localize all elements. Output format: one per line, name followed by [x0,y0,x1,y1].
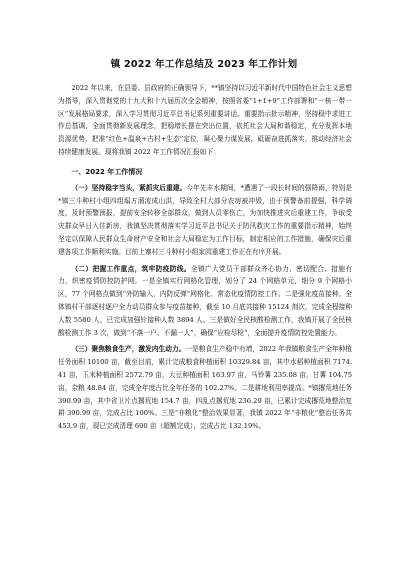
paragraph-2 [58,263,352,340]
paragraph-2-text: 全镇广大党员干部群众齐心协力、密切配合、措施有力，织密疫情防控防护网。一是全镇实行网格化管理，划分了 24 个网格单元，细分 9 个网格小区，77 个网格点做到“外防输入，内防反弹”网格化、常态化疫情防控工作。二是强化疫苗接种。全体镇村干部逐村逐户全力动员群众参与疫苗接种，截至 10 月底共接种 15124 剂次，完成全程接种人数 5580 人，已完成加强针接种人数 3894 人。三是做好全民核酸检测工作，我镇开展了全民核酸检测工作 3 次，做到“不落一户、不漏一人”，确保“应检尽检”，全面提升疫情防控处置能力。 [58,264,353,337]
paragraph-2-label: （二）把握工作重点，筑牢防疫防线。 [71,264,191,273]
paragraph-1-label: （一）坚持稳字当头，紧抓灾后重建。 [71,183,187,192]
section-heading: 一、2022 年工作情况 [71,167,143,176]
paragraph-3 [58,343,352,433]
document-title: 镇 2022 年工作总结及 2023 年工作计划 [110,59,298,70]
paragraph-1 [58,182,352,259]
paragraph-3-label: （三）聚焦粮食生产，激发内生动力。 [71,345,186,354]
paragraph-1-text: 今年先丰水期间，*遭遇了一段长时间的强降雨，特别是*镇三斗种村小组四组塌方溜流成山洪，导致全村大部分农房被冲毁，由于预警备前提强，科学调度，及时预警预报，提前安全转移全部群众，做到人员零伤亡，为加快推进灾后重建工作，争取受灾群众早日入住新房，我镇坚决贯彻落实学习近平总书记关于防汛救灾工作的重要指示精神，始终坚定以保障人民群众生命财产安全和社会大局稳定为工作目标，制定相应的工作措施，确保灾后重建各项工作顺利实施。目前上寨村三斗种村小组家园重建工作正在有序开展。 [58,183,353,256]
paragraph-3-text: 一是粮食生产稳中有增，2022 年我镇粮食生产全年种植任务面积 10100 亩，截至目前，累计完成粮食种植面积 10329.84 亩，其中水稻种植面积 7174.41 亩，玉米种植面积 2572.79 亩，大豆种植面积 163.97 亩，马铃薯 235.08 亩，甘薯 104.75 亩，杂粮 48.84 亩，完成全年度占比全年任务的 102.27%。二是耕地利用率提高。*镇撂荒地任务 390.99 亩，其中省卫片点撂荒地 154.7 亩，四乱点撂荒地 236.29 亩，已累计完成撂荒地整治复耕 390.99 亩，完成占比 100%。三是“非粮化”整治效果显著，我镇 2022 年“非粮化”整治任务共 453.9 亩，现已完成清理 600 亩（超额完成），完成占比 132.19%。 [58,345,352,431]
document-body [58,82,352,433]
intro-paragraph: 2022 年以来，在县委、县政府的正确领导下，**镇坚持以习近平新时代中国特色社会主义思想为指导，深入贯彻党的十九大和十九届历次全会精神，按照省委“1+1+9”工作部署和“一核一带一区”发展格局要求，深入学习贯彻习近平总书记系列重要讲话、重要指示批示精神，坚持稳中求进工作总基调，全面贯彻新发展理念，把稳增长摆在突出位置，依托社会大局和谐稳定，充分发挥本地资源优势，把准“红色+温泉+古村+生态”定位，凝心聚力谋发展，砥砺奋进抓落实，推动经济社会持续健康发展。现将我镇 2022 年工作情况汇报如下： [58,84,352,156]
